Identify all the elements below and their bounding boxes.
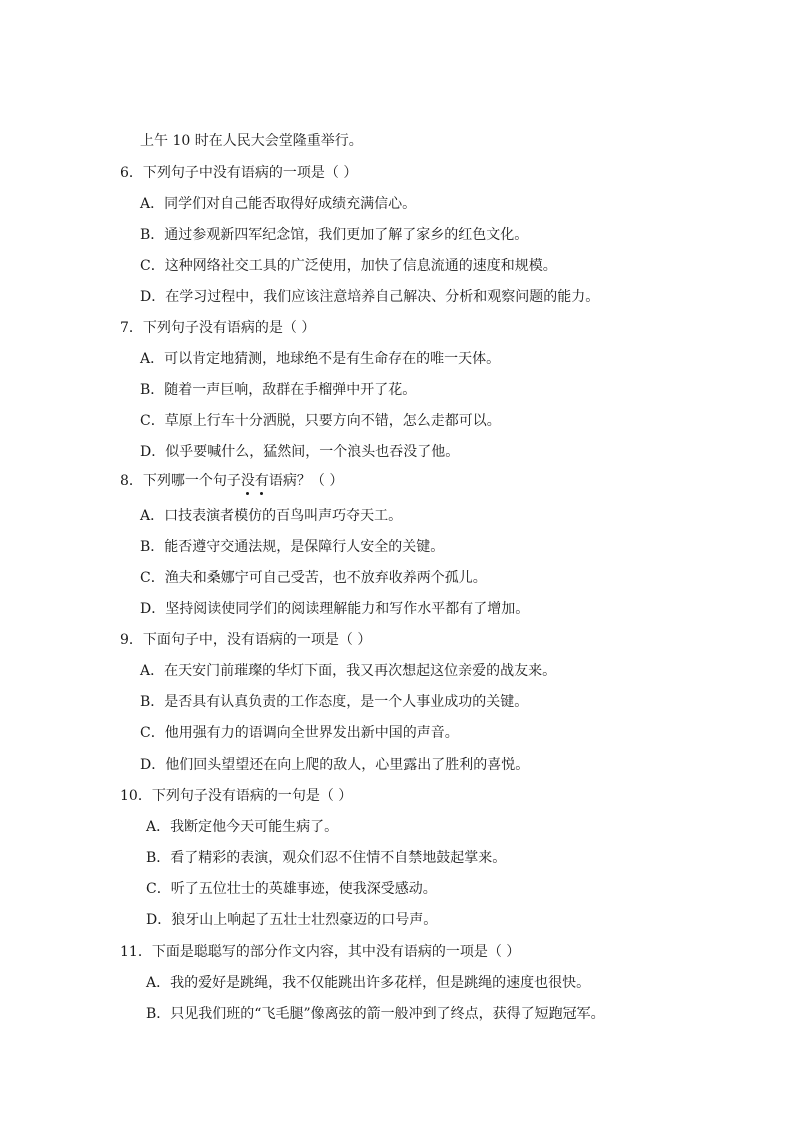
question-10-option-a: A．我断定他今天可能生病了。 — [146, 819, 339, 835]
question-7-option-b: B．随着一声巨响，敌群在手榴弹中开了花。 — [140, 382, 417, 398]
question-7-option-d: D．似乎要喊什么，猛然间，一个浪头也吞没了他。 — [140, 444, 460, 460]
question-8-option-c: C．渔夫和桑娜宁可自己受苦，也不放弃收养两个孤儿。 — [140, 570, 487, 586]
question-7-stem: 7．下列句子没有语病的是（ ） — [120, 320, 316, 336]
question-7-option-a: A．可以肯定地猜测，地球绝不是有生命存在的唯一天体。 — [140, 351, 501, 367]
question-6-option-d: D．在学习过程中，我们应该注意培养自己解决、分析和观察问题的能力。 — [140, 289, 600, 305]
question-11-option-b: B．只见我们班的“飞毛腿”像离弦的箭一般冲到了终点，获得了短跑冠军。 — [146, 1006, 605, 1022]
question-9-option-b: B．是否具有认真负责的工作态度，是一个人事业成功的关键。 — [140, 694, 529, 710]
question-8-stem-prefix: 8．下列哪一个句子 — [120, 473, 241, 489]
question-6-option-a: A．同学们对自己能否取得好成绩充满信心。 — [140, 196, 417, 212]
question-9-option-c: C．他用强有力的语调向全世界发出新中国的声音。 — [140, 725, 459, 741]
question-8-option-d: D．坚持阅读使同学们的阅读理解能力和写作水平都有了增加。 — [140, 601, 530, 617]
emphasis-dot-char: 有 — [254, 473, 269, 489]
question-11-option-a: A．我的爱好是跳绳，我不仅能跳出许多花样，但是跳绳的速度也很快。 — [146, 975, 591, 991]
question-9-option-a: A．在天安门前璀璨的华灯下面，我又再次想起这位亲爱的战友来。 — [140, 663, 557, 679]
question-9-stem: 9．下面句子中，没有语病的一项是（ ） — [120, 632, 372, 648]
continued-text: 上午 10 时在人民大会堂隆重举行。 — [140, 133, 363, 149]
question-8-stem-suffix: 语病？（ ） — [268, 473, 344, 489]
question-6-option-b: B．通过参观新四军纪念馆，我们更加了解了家乡的红色文化。 — [140, 227, 529, 243]
question-6-option-c: C．这种网络社交工具的广泛使用，加快了信息流通的速度和规模。 — [140, 258, 557, 274]
question-6-stem: 6．下列句子中没有语病的一项是（ ） — [120, 165, 358, 181]
emphasis-dot-char: 没 — [240, 473, 255, 489]
question-8-option-b: B．能否遵守交通法规，是保障行人安全的关键。 — [140, 539, 445, 555]
question-9-option-d: D．他们回头望望还在向上爬的敌人，心里露出了胜利的喜悦。 — [140, 757, 530, 773]
question-7-option-c: C．草原上行车十分洒脱，只要方向不错，怎么走都可以。 — [140, 413, 501, 429]
question-8-option-a: A．口技表演者模仿的百鸟叫声巧夺天工。 — [140, 508, 403, 524]
question-10-option-c: C．听了五位壮士的英雄事迹，使我深受感动。 — [146, 881, 437, 897]
question-10-option-b: B．看了精彩的表演，观众们忍不住情不自禁地鼓起掌来。 — [146, 850, 507, 866]
question-11-stem: 11．下面是聪聪写的部分作文内容，其中没有语病的一项是（ ） — [120, 944, 521, 960]
question-10-stem: 10．下列句子没有语病的一句是（ ） — [120, 788, 353, 804]
question-8-stem — [120, 472, 343, 490]
question-10-option-d: D．狼牙山上响起了五壮士壮烈豪迈的口号声。 — [146, 912, 438, 928]
